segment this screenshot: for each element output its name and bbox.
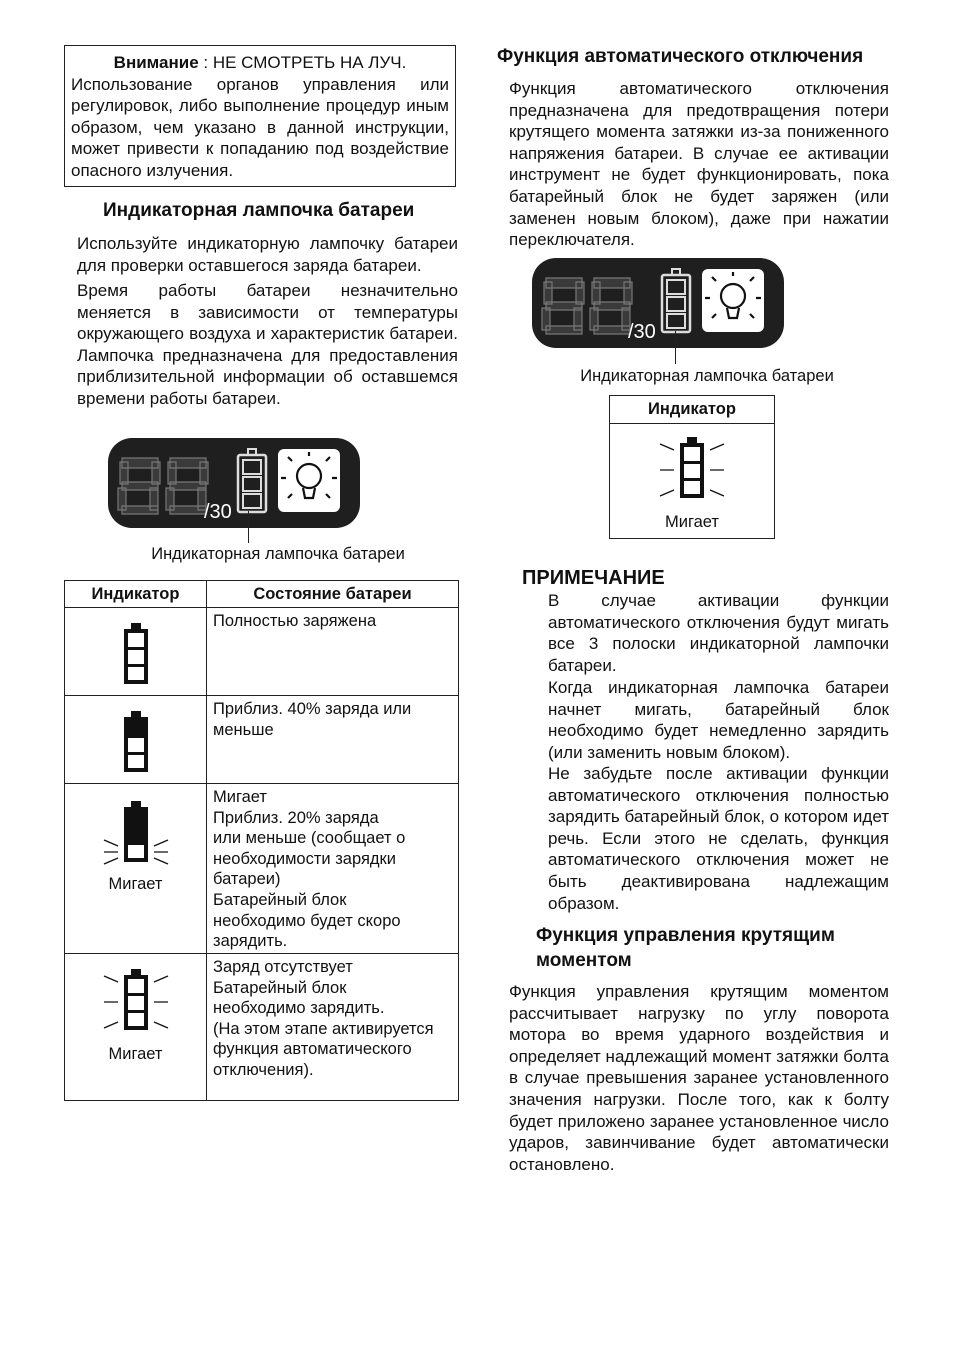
- state-line: Полностью заряжена: [213, 612, 377, 630]
- warning-title-line: [71, 52, 449, 74]
- panel-caption: Индикаторная лампочка батареи: [151, 545, 405, 563]
- col-header-indicator: Индикатор: [65, 581, 207, 608]
- state-line: Мигает: [213, 788, 267, 806]
- torque-paragraph: Функция управления крутящим моментом рассчитывает нагрузку по углу поворота мотора во время ударного воздействия и определяет надлежащий момент затяжки болта в случае превышения заранее установленного значения нагрузки. После того, как к болту будет приложено заранее установленное число ударов, завинчивание будет автоматически остановлено.: [509, 982, 889, 1174]
- table-row: [65, 696, 459, 784]
- note-heading: ПРИМЕЧАНИЕ: [522, 567, 665, 589]
- panel-pointer-line: [248, 511, 249, 543]
- note-paragraph-1: В случае активации функции автоматического отключения будут мигать все 3 полоски индикаторной лампочки батареи.: [548, 591, 889, 675]
- state-cell: [207, 954, 459, 1101]
- state-cell: [207, 696, 459, 784]
- warning-title: Внимание: [113, 53, 199, 72]
- col-header-state: Состояние батареи: [207, 581, 459, 608]
- state-line: Батарейный блок: [213, 890, 347, 909]
- battery-empty-blinking-icon: [101, 966, 171, 1036]
- state-cell: [207, 784, 459, 954]
- indicator-cell: [65, 784, 207, 954]
- state-line: Приблиз. 20% заряда: [213, 808, 379, 827]
- note-paragraph-3: Не забудьте после активации функции автоматического отключения полностью зарядить батарейный блок, о котором идет речь. Если этого не сделать, функция автоматического отключения может не быть деактивирована надлежащим образом.: [548, 764, 889, 913]
- blinking-label: Мигает: [665, 513, 719, 531]
- warning-body: Использование органов управления или регулировок, либо выполнение процедур иным образом, чем указано в данной инструкции, может привести к попаданию под воздействие опасного излучения.: [71, 74, 449, 180]
- display-panel-illustration: [532, 258, 784, 348]
- display-panel-illustration: [108, 438, 360, 528]
- blinking-label: Мигает: [108, 1045, 163, 1063]
- state-line: или меньше (сообщает о: [213, 829, 406, 848]
- torque-heading-line1: Функция управления крутящим: [536, 925, 835, 946]
- panel-fraction-text: /30: [628, 321, 656, 343]
- panel-fraction-text: /30: [204, 501, 232, 523]
- state-line: Приблиз. 40% заряда или: [213, 700, 412, 718]
- state-line: Заряд отсутствует: [213, 958, 353, 976]
- state-line: функция автоматического: [213, 1040, 412, 1059]
- state-line: зарядить.: [213, 932, 288, 951]
- battery-section-heading: Индикаторная лампочка батареи: [103, 200, 415, 221]
- indicator-cell: [65, 608, 207, 696]
- battery-runtime-paragraph: Время работы батареи незначительно меняется в зависимости от температуры окружающего воздуха и характеристик батареи. Лампочка предназначена для предоставления приблизительной информации об оставшемся времени работы батареи.: [77, 281, 458, 408]
- state-line: (На этом этапе активируется: [213, 1019, 434, 1038]
- battery-empty-blinking-icon: [657, 434, 727, 504]
- torque-heading-line2: моментом: [536, 950, 632, 971]
- table-row: [65, 608, 459, 696]
- note-paragraph-2: Когда индикаторная лампочка батареи начнет мигать, батарейный блок необходимо будет немедленно зарядить (или заменить новым блоком).: [548, 678, 889, 762]
- battery-status-table: [64, 580, 459, 1101]
- table-row: [65, 954, 459, 1101]
- auto-off-indicator-box: [609, 395, 775, 539]
- warning-box: [64, 45, 456, 187]
- panel-pointer-line: [675, 331, 676, 364]
- state-cell: [207, 608, 459, 696]
- table-header-row: [65, 581, 459, 608]
- state-line: батареи): [213, 870, 281, 889]
- state-line: необходимо будет скоро: [213, 911, 401, 930]
- state-line: необходимости зарядки: [213, 849, 396, 868]
- auto-off-paragraph: Функция автоматического отключения предназначена для предотвращения потери крутящего момента затяжки из-за пониженного напряжения батареи. В случае ее активации инструмент не будет функционировать, пока батарейный блок не будет заряжен (или заменен новым блоком), даже при нажатии переключателя.: [509, 79, 889, 250]
- panel-caption: Индикаторная лампочка батареи: [580, 367, 834, 385]
- battery-intro-paragraph: Используйте индикаторную лампочку батареи для проверки оставшегося заряда батареи.: [77, 234, 458, 275]
- indicator-box-header: Индикатор: [610, 396, 774, 424]
- warning-title-suffix: : НЕ СМОТРЕТЬ НА ЛУЧ.: [198, 53, 407, 72]
- table-row: [65, 784, 459, 954]
- battery-full-icon: [116, 620, 156, 690]
- battery-20-percent-blinking-icon: [101, 798, 171, 868]
- blinking-label: Мигает: [108, 875, 163, 893]
- indicator-cell: [65, 954, 207, 1101]
- state-line: необходимо зарядить.: [213, 999, 385, 1018]
- battery-40-percent-icon: [116, 708, 156, 778]
- state-line: отключения).: [213, 1060, 314, 1079]
- battery-indicator-panel: [108, 438, 360, 533]
- indicator-cell: [65, 696, 207, 784]
- auto-off-indicator-panel: [532, 258, 784, 353]
- torque-heading: [536, 923, 835, 973]
- auto-off-heading: Функция автоматического отключения: [497, 46, 864, 67]
- state-line: Батарейный блок: [213, 978, 347, 997]
- state-line: меньше: [213, 720, 274, 739]
